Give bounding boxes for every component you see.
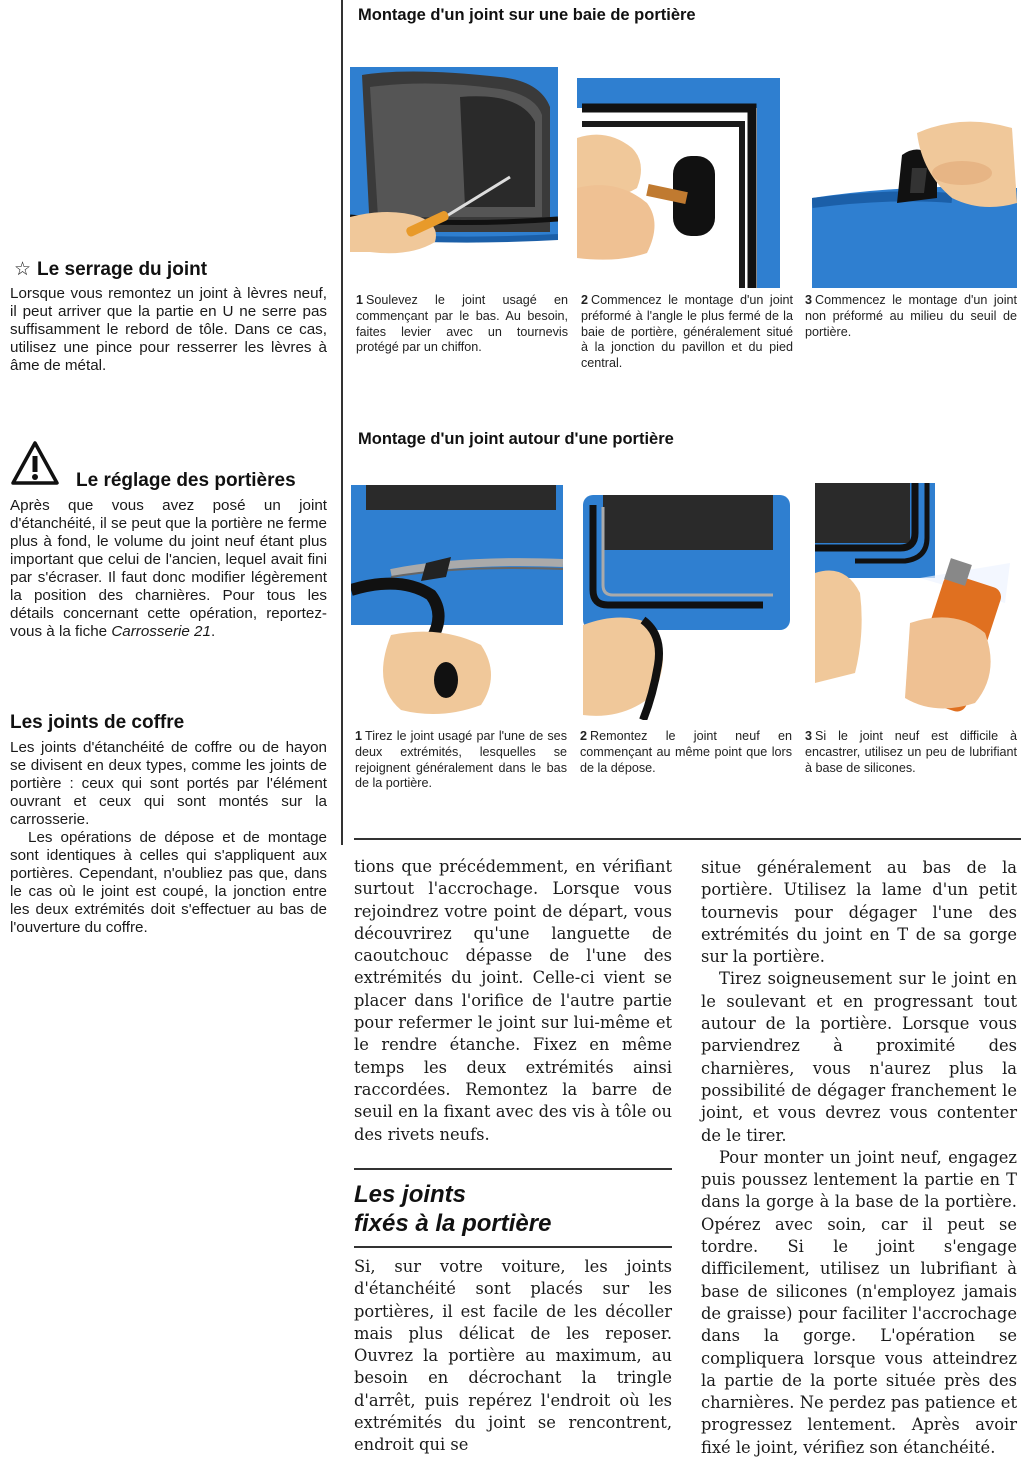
- coffre-title: Les joints de coffre: [10, 712, 185, 733]
- heading-line2: fixés à la portière: [354, 1210, 552, 1237]
- photo-2-2: [583, 495, 790, 720]
- reglage-text: Après que vous avez posé un joint d'étanchéité, il se peut que la portière ne ferme plus à fond, le volume du joint neuf étant plus important que celui de l'ancien, lequel avait fini par s'écraser. Il faut donc modifier légèrement la position des charnières. Pour tous les détails concernant cette opération, reportez-vous à la fiche Carrosserie 21.: [10, 497, 327, 640]
- coffre-text: [10, 739, 327, 937]
- col2-p2: Tirez soigneusement sur le joint en le soulevant et en progressant tout autour de la portière. Lorsque vous parviendrez à proximité des charnières, vous n'aurez plus la possibilité de dégager franchement le joint, et vous devrez vous contenter de le tirer.: [701, 969, 1017, 1145]
- col2-text: [701, 857, 1017, 1459]
- photo-2-3: [815, 483, 1020, 716]
- serrage-text: Lorsque vous remontez un joint à lèvres neuf, il peut arriver que la partie en U ne serre pas suffisamment le rebord de tôle. Dans ce cas, utilisez une pince pour resserrer les lèvres à âme de métal.: [10, 285, 327, 374]
- caption-1-1: 1 Soulevez le joint usagé en commençant par le bas. Au besoin, faites levier avec un tournevis protégé par un chiffon.: [356, 293, 568, 355]
- photo-2-1: [351, 485, 563, 720]
- coffre-p1: Les joints d'étanchéité de coffre ou de hayon se divisent en deux types, comme les joints de portière : ceux qui sont portés par l'élément ouvrant et ceux qui sont montés sur la carrosserie.: [10, 739, 327, 828]
- heading-rule-bottom: [354, 1246, 672, 1248]
- reglage-title: Le réglage des portières: [76, 470, 296, 491]
- col2-p1: situe généralement au bas de la portière. Utilisez la lame d'un petit tournevis pour dégager l'une des extrémités du joint en T de sa gorge sur la portière.: [701, 858, 1017, 967]
- main-divider: [354, 838, 1021, 840]
- photo-1-3: [812, 93, 1017, 288]
- caption-1-2: 2 Commencez le montage d'un joint préformé à l'angle le plus fermé de la baie de portière, généralement situé à la jonction du pavillon et du pied central.: [581, 293, 793, 371]
- serrage-title: Le serrage du joint: [37, 259, 208, 280]
- coffre-p2: Les opérations de dépose et de montage sont identiques à celles qui s'appliquent aux portières. Cependant, n'oubliez pas que, dans le cas où le joint est coupé, la jonction entre les deux extrémités doit s'effectuer au bas de l'ouverture du coffre.: [10, 829, 327, 936]
- heading-line1: Les joints: [354, 1181, 467, 1208]
- section2-title: Montage d'un joint autour d'une portière: [358, 430, 674, 448]
- caption-2-1: 1 Tirez le joint usagé par l'une de ses deux extrémités, lesquelles se rejoignent généralement dans le bas de la portière.: [355, 729, 567, 791]
- col1-p2: Si, sur votre voiture, les joints d'étanchéité sont placés sur les portières, il est facile de les décoller mais plus délicat de les reposer. Ouvrez la portière au maximum, au besoin en décrochant la tringle d'arrêt, puis repérez l'endroit où les extrémités du joint se rencontrent, endroit qui se: [354, 1257, 672, 1455]
- section1-title: Montage d'un joint sur une baie de portière: [358, 6, 696, 24]
- reglage-ref: Carrosserie 21: [111, 623, 211, 640]
- sidebar-divider: [341, 0, 343, 845]
- photo-1-2: [577, 78, 780, 288]
- caption-1-3: 3 Commencez le montage d'un joint non préformé au milieu du seuil de portière.: [805, 293, 1017, 339]
- col2-p3: Pour monter un joint neuf, engagez puis poussez lentement la partie en T dans la gorge à la base de la portière. Opérez avec soin, car il peut se tordre. Si le joint s'engage difficilement, utilisez un lubrifiant à base de silicones (n'employez jamais de graisse) pour faciliter l'accrochage dans la gorge. L'opération se compliquera lorsque vous atteindrez la partie de la porte située près des charnières. Ne perdez pas patience et progressez lentement. Après avoir fixé le joint, vérifiez son étanchéité.: [701, 1147, 1017, 1457]
- star-icon: ☆: [14, 259, 32, 280]
- photo-1-1: [350, 67, 558, 282]
- caption-2-2: 2 Remontez le joint neuf en commençant au même point que lors de la dépose.: [580, 729, 792, 775]
- caption-2-3: 3 Si le joint neuf est difficile à encastrer, utilisez un peu de lubrifiant à base de silicones.: [805, 729, 1017, 775]
- heading-rule: [354, 1168, 672, 1170]
- warning-triangle-icon: [10, 440, 60, 486]
- section-heading: [354, 1180, 672, 1238]
- col1-p1: tions que précédemment, en vérifiant surtout l'accrochage. Lorsque vous rejoindrez votre point de départ, vous découvrirez qu'une languette de caoutchouc dépasse de l'une des extrémités du joint. Celle-ci vient se placer dans l'orifice de l'autre partie pour refermer le joint sur lui-même et le rendre étanche. Fixez en même temps les deux extrémités ainsi raccordées. Remontez la barre de seuil en la fixant avec des vis à tôle ou des rivets neufs.: [354, 857, 672, 1144]
- sidebar-serrage: [14, 258, 324, 281]
